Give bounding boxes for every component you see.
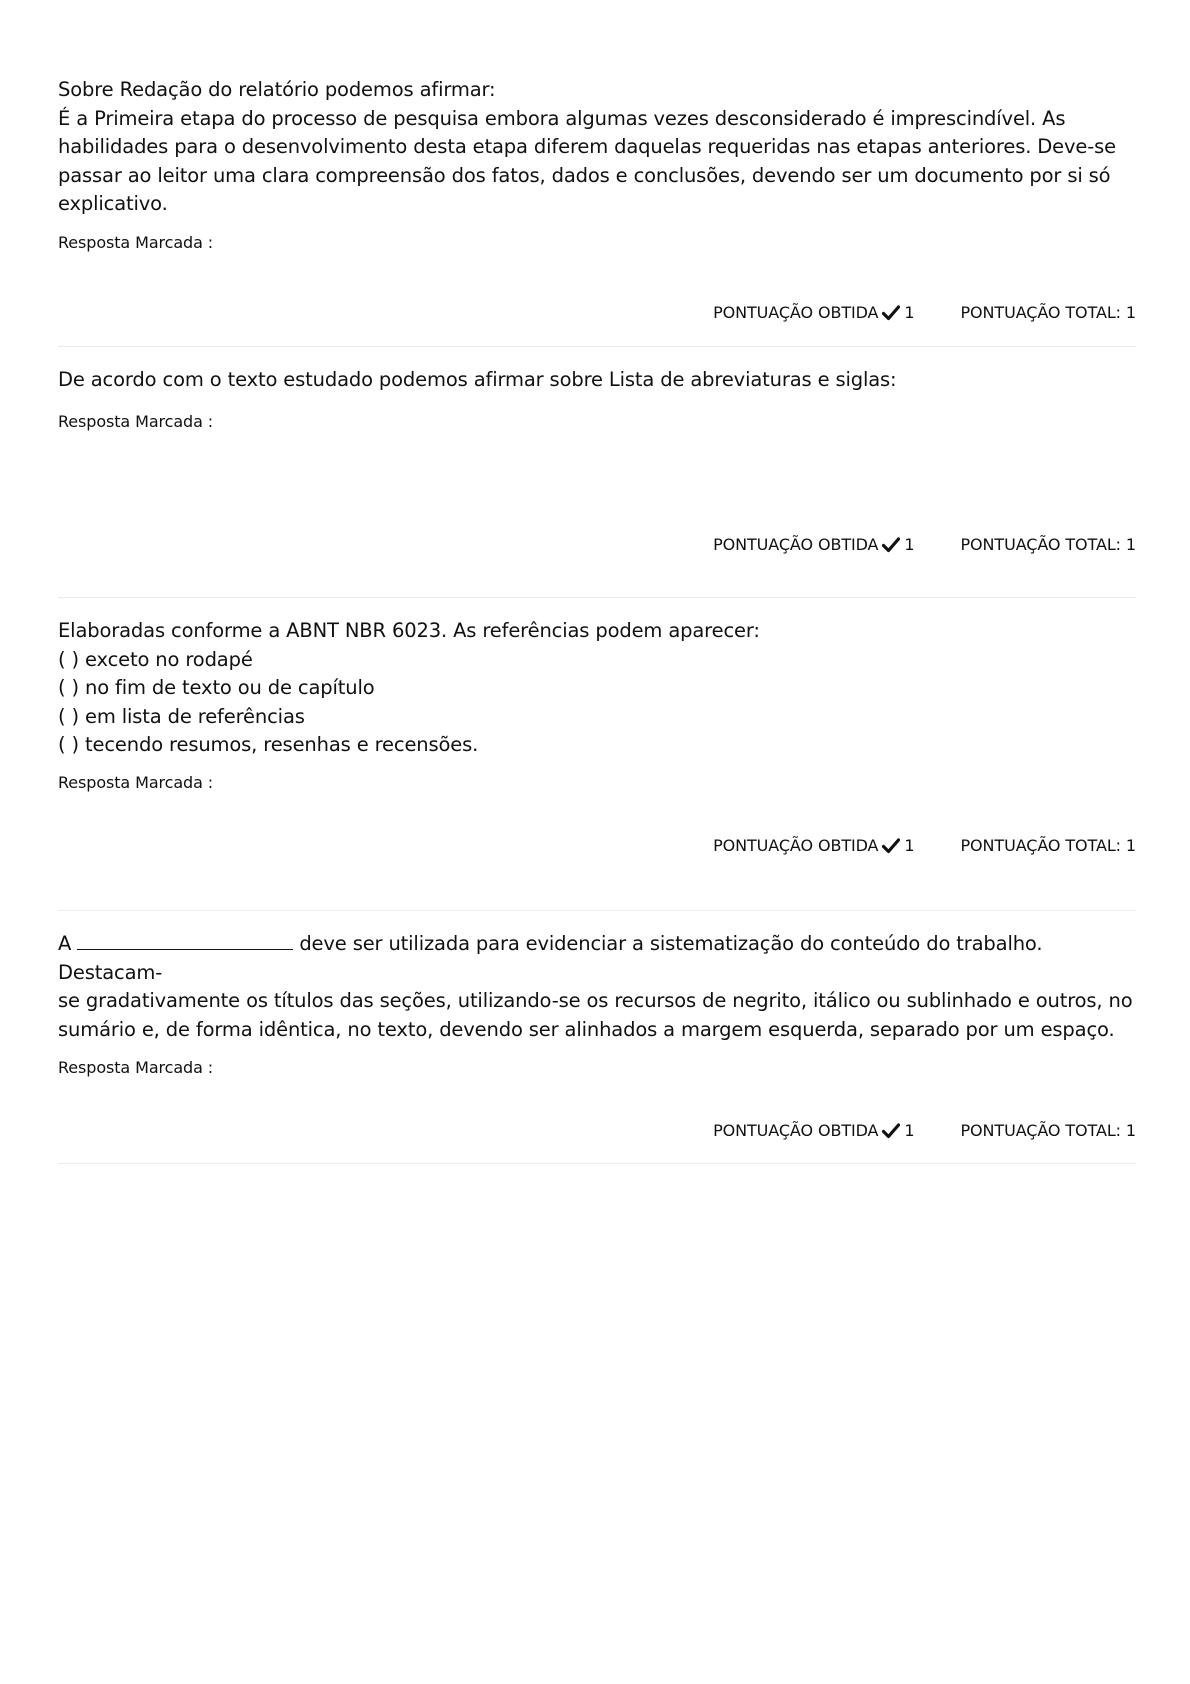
score-obtained: [713, 836, 914, 856]
score-total: PONTUAÇÃO TOTAL: 1: [960, 835, 1136, 855]
check-icon: [882, 838, 900, 854]
question-line: É a Primeira etapa do processo de pesquisa embora algumas vezes desconsiderado é imprescindível. As: [58, 106, 1066, 130]
question-line: Elaboradas conforme a ABNT NBR 6023. As referências podem aparecer:: [58, 619, 760, 642]
check-icon: [882, 1123, 900, 1139]
answer-label: Resposta Marcada :: [58, 232, 214, 252]
score-obtained: [713, 535, 914, 555]
score-row: [58, 1121, 1136, 1158]
score-obtained-label: PONTUAÇÃO OBTIDA: [713, 302, 879, 322]
score-obtained-value: 1: [904, 534, 915, 554]
question-prefix: A: [58, 932, 72, 955]
question-option: ( ) no fim de texto ou de capítulo: [58, 676, 375, 699]
score-total: PONTUAÇÃO TOTAL: 1: [960, 302, 1136, 322]
score-row: [58, 836, 1136, 873]
fill-in-blank: [77, 931, 293, 950]
question-line: [58, 930, 1136, 987]
question-text: [58, 76, 1136, 219]
question-line: se gradativamente os títulos das seções, utilizando-se os recursos de negrito, itálico ou sublinhado e outros, no: [58, 989, 1133, 1012]
question-line: sumário e, de forma idêntica, no texto, devendo ser alinhados a margem esquerda, separado por um espaço.: [58, 1017, 1115, 1041]
score-obtained-label: PONTUAÇÃO OBTIDA: [713, 835, 879, 855]
score-obtained-value: 1: [904, 835, 915, 855]
score-row: [58, 535, 1136, 572]
question-text: [58, 930, 1136, 1044]
question-line: De acordo com o texto estudado podemos afirmar sobre Lista de abreviaturas e siglas:: [58, 368, 897, 391]
question-line: habilidades para o desenvolvimento desta etapa diferem daquelas requeridas nas etapas anteriores. Deve-se: [58, 135, 1116, 158]
question-option: ( ) exceto no rodapé: [58, 647, 253, 671]
question-option: ( ) tecendo resumos, resenhas e recensões.: [58, 733, 479, 756]
question-line: Sobre Redação do relatório podemos afirmar:: [58, 78, 496, 101]
check-icon: [882, 305, 900, 321]
score-row: [58, 303, 1136, 340]
question-block: [58, 617, 1136, 911]
question-line: passar ao leitor uma clara compreensão dos fatos, dados e conclusões, devendo ser um documento por si só: [58, 163, 1111, 187]
question-option: ( ) em lista de referências: [58, 704, 305, 728]
score-obtained-value: 1: [904, 302, 915, 322]
score-obtained-label: PONTUAÇÃO OBTIDA: [713, 534, 879, 554]
question-block: [58, 76, 1136, 347]
question-text: [58, 617, 1136, 760]
answer-label: Resposta Marcada :: [58, 411, 214, 431]
question-line: explicativo.: [58, 192, 168, 215]
check-icon: [882, 537, 900, 553]
answer-label: Resposta Marcada :: [58, 1058, 214, 1077]
answer-label: Resposta Marcada :: [58, 772, 214, 792]
question-suffix: deve ser utilizada para evidenciar a sistematização do conteúdo do trabalho. Destacam-: [58, 932, 1043, 984]
score-obtained-label: PONTUAÇÃO OBTIDA: [713, 1121, 879, 1140]
score-total: PONTUAÇÃO TOTAL: 1: [960, 1121, 1136, 1140]
question-block: [58, 930, 1136, 1164]
score-total: PONTUAÇÃO TOTAL: 1: [960, 534, 1136, 554]
question-block: [58, 366, 1136, 598]
score-obtained: [713, 1121, 914, 1141]
score-obtained-value: 1: [904, 1121, 915, 1140]
score-obtained: [713, 303, 914, 323]
question-text: [58, 366, 1136, 395]
